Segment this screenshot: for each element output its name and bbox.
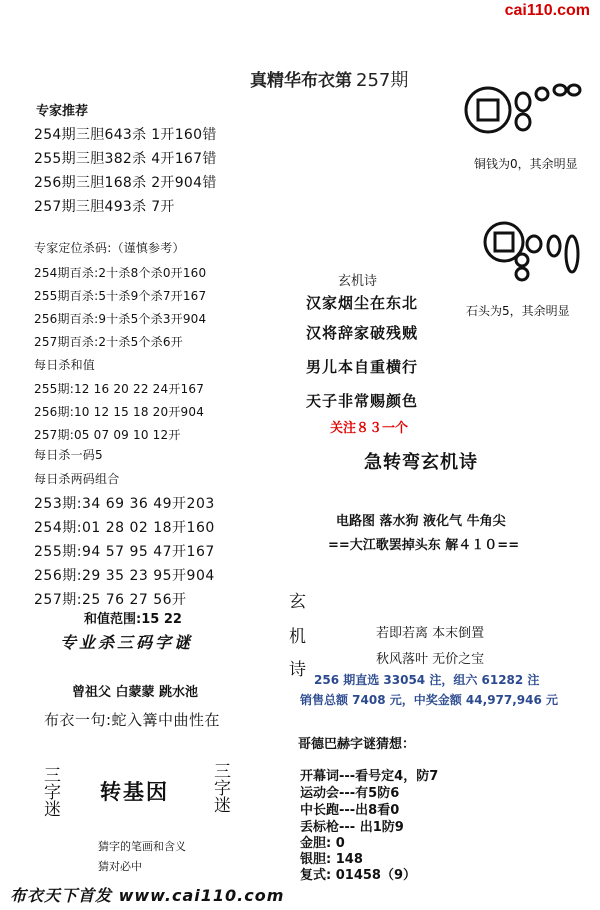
riddle-line-1: 电路图 落水狗 液化气 牛角尖 (336, 514, 506, 529)
footer-banner: 布衣天下首发 www.cai110.com (10, 886, 285, 905)
expert-line: 254期三胆643杀 1开160错 (34, 127, 217, 143)
stone-shape (568, 85, 580, 95)
puzzle-right-char: 三 (214, 762, 231, 782)
puzzle-right-char: 字 (214, 779, 231, 799)
stone-shape (516, 93, 530, 111)
stone-shape (554, 85, 566, 95)
daily-pair-line: 254期:01 28 02 18开160 (34, 520, 215, 536)
coin-figure-2 (482, 210, 582, 290)
sum-range: 和值范围:15 22 (84, 612, 182, 627)
stone-shape (566, 236, 578, 272)
page-title (250, 66, 408, 92)
coin-circle (466, 88, 510, 132)
sales-line-2: 销售总额 7408 元，中奖金额 44,977,946 元 (300, 693, 559, 707)
goedel-golden: 金胆: 0 (300, 836, 345, 851)
xuanji-vertical-char: 玄 (289, 592, 306, 612)
daily-pair-heading: 每日杀两码组合 (34, 472, 120, 486)
daily-sum-line: 256期:10 12 15 18 20开904 (34, 405, 205, 419)
puzzle-left-char: 字 (44, 783, 61, 803)
goedel-silver: 银胆: 148 (300, 852, 363, 867)
expert-line: 256期三胆168杀 2开904错 (34, 175, 217, 191)
riddle-words: 曾祖父 白蒙蒙 跳水池 (72, 685, 199, 700)
follow-note: 关注８３一个 (330, 421, 409, 436)
expert-line: 257期三胆493杀 7开 (34, 199, 175, 215)
site-logo[interactable]: cai110.com (504, 2, 590, 19)
xuanji-vertical-char: 机 (289, 627, 306, 647)
position-kill-line: 255期百杀:5十杀9个杀7开167 (34, 289, 207, 303)
goedel-line: 开幕词---看号定4，防7 (300, 769, 439, 784)
riddle-line-2: ==大江歌罢掉头东 解４１０== (328, 538, 520, 553)
coin-hole (495, 233, 513, 251)
coin-figure-1 (462, 80, 582, 150)
page-title-issue: 257期 (356, 70, 409, 91)
sales-line-1: 256 期直选 33054 注，组六 61282 注 (314, 673, 540, 687)
puzzle-left-char: 迷 (44, 800, 61, 820)
goedel-compound: 复式: 01458（9） (300, 868, 416, 883)
puzzle-right-label (214, 764, 231, 815)
position-kill-heading: 专家定位杀码:（谨慎参考） (34, 241, 185, 255)
buyi-line: 布衣一句:蛇入篝中曲性在 (44, 711, 221, 729)
stone-shape (548, 236, 560, 256)
xuanji-line: 秋风落叶 无价之宝 (376, 652, 485, 667)
position-kill-line: 256期百杀:9十杀5个杀3开904 (34, 312, 207, 326)
poem-line: 汉将辞家破残贼 (306, 324, 419, 342)
goedel-line: 丢标枪--- 出1防9 (300, 820, 404, 835)
stone-shape (536, 88, 548, 100)
poem-title: 玄机诗 (338, 274, 378, 289)
position-kill-line: 257期百杀:2十杀5个杀6开 (34, 335, 183, 349)
daily-pair-line: 257期:25 76 27 56开 (34, 592, 187, 608)
stone-shape (516, 114, 530, 130)
puzzle-left-char: 三 (44, 766, 61, 786)
daily-sum-line: 255期:12 16 20 22 24开167 (34, 382, 205, 396)
stone-shape (516, 268, 528, 280)
daily-sum-line: 257期:05 07 09 10 12开 (34, 428, 181, 442)
daily-one-code: 每日杀一码5 (34, 448, 103, 462)
daily-sum-heading: 每日杀和值 (34, 358, 96, 372)
xuanji-line: 若即若离 本末倒置 (376, 626, 485, 641)
expert-heading: 专家推荐 (36, 104, 89, 119)
stone-shape (516, 254, 528, 266)
riddle-header: 专业杀三码字谜 (60, 633, 194, 652)
goedel-line: 运动会---有5防6 (300, 786, 400, 801)
riddle-poem-title: 急转弯玄机诗 (364, 452, 478, 473)
poem-line: 汉家烟尘在东北 (306, 294, 419, 312)
coin-hole (478, 100, 498, 120)
goedel-heading: 哥德巴赫字谜猜想： (298, 737, 416, 752)
xuanji-vertical-char: 诗 (289, 660, 306, 680)
coin-caption-2: 石头为5，其余明显 (466, 304, 570, 318)
daily-pair-line: 256期:29 35 23 95开904 (34, 568, 215, 584)
position-kill-line: 254期百杀:2十杀8个杀0开160 (34, 266, 207, 280)
stone-shape (527, 236, 541, 252)
hint-line: 猜字的笔画和含义 (98, 840, 186, 853)
coin-caption-1: 铜钱为0，其余明显 (474, 157, 578, 171)
hint-line: 猜对必中 (98, 860, 142, 873)
puzzle-right-char: 迷 (214, 796, 231, 816)
goedel-line: 中长跑---出8看0 (300, 803, 400, 818)
puzzle-center: 转基因 (100, 780, 169, 804)
expert-line: 255期三胆382杀 4开167错 (34, 151, 217, 167)
poem-line: 天子非常赐颜色 (306, 392, 419, 410)
poem-line: 男儿本自重横行 (306, 358, 419, 376)
page-title-text: 真精华布衣第 (250, 71, 352, 91)
puzzle-left-label (44, 768, 61, 819)
daily-pair-line: 253期:34 69 36 49开203 (34, 496, 215, 512)
daily-pair-line: 255期:94 57 95 47开167 (34, 544, 215, 560)
